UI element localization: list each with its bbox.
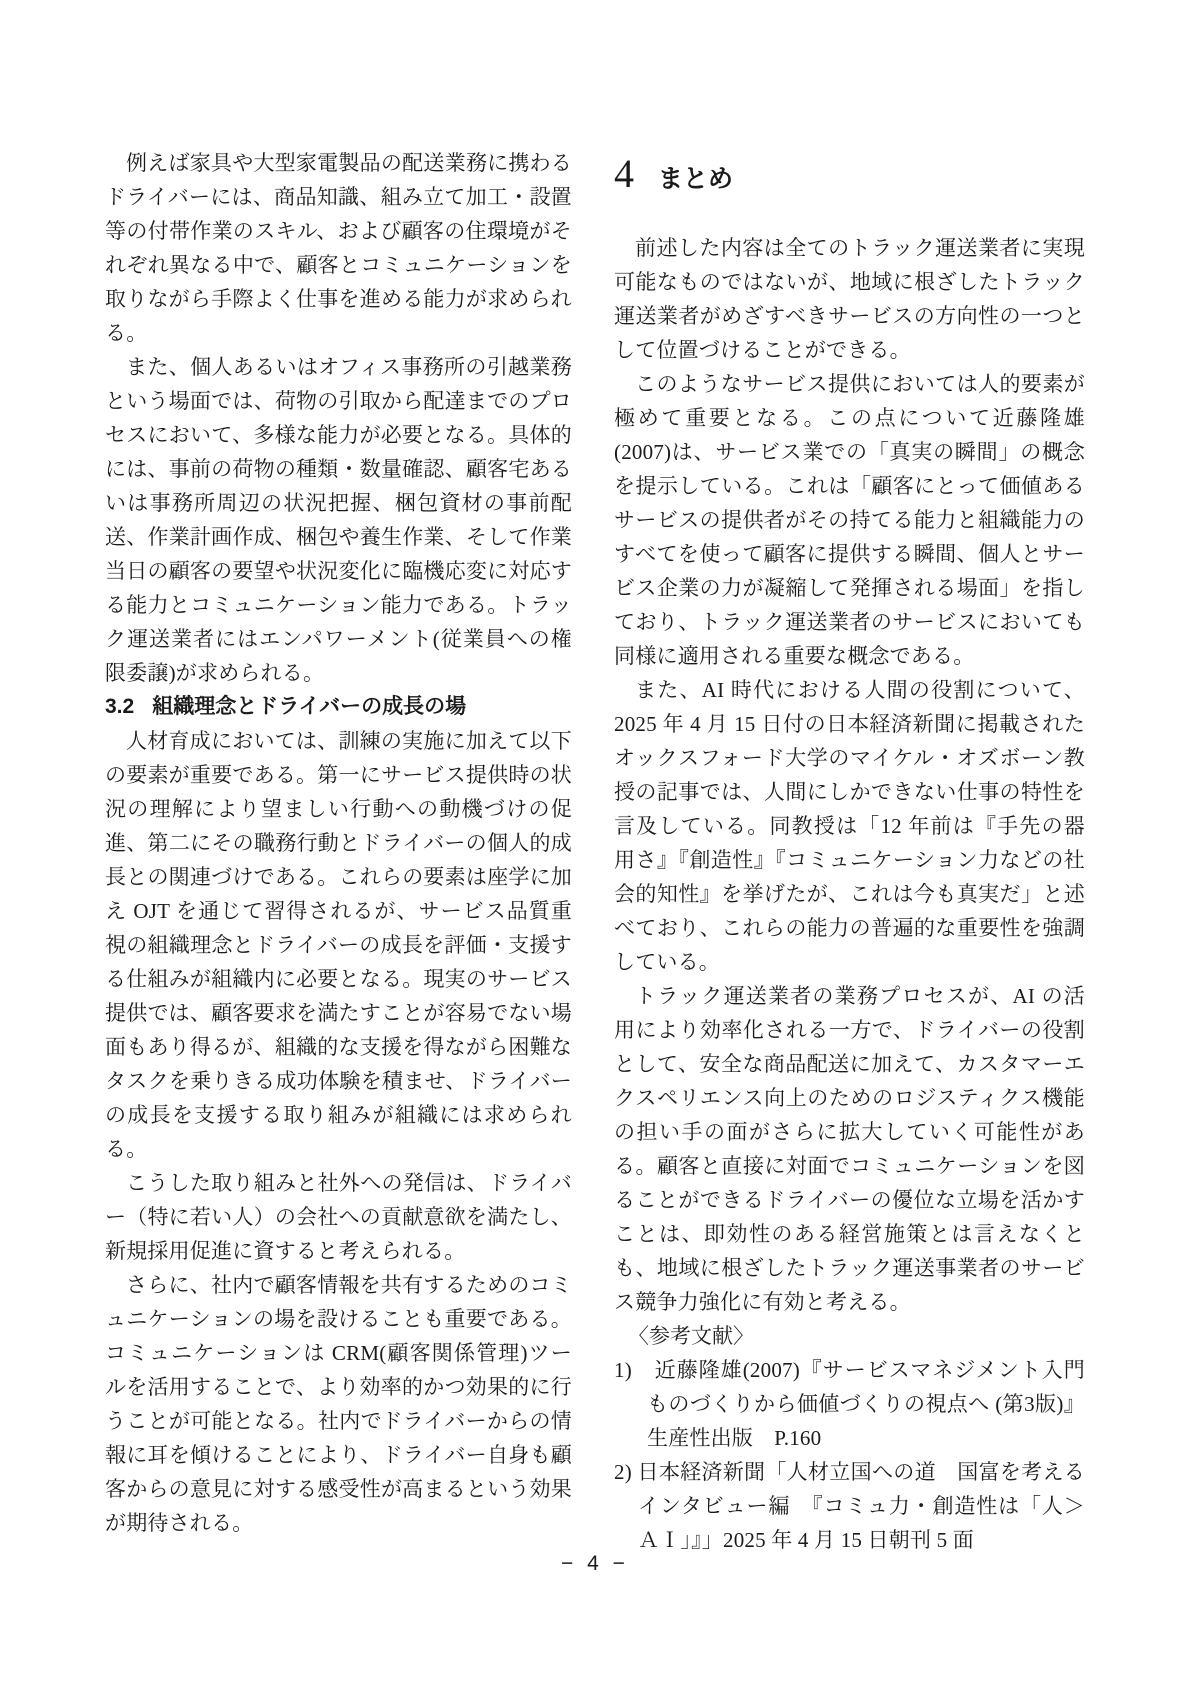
paragraph: また、AI 時代における人間の役割について、2025 年 4 月 15 日付の日本経済新聞に掲載されたオックスフォード大学のマイケル・オズボーン教授の記事では、人間にしかできない仕事の特性を言及している。同教授は「12 年前は『手先の器用さ』『創造性』『コミュニケーション力などの社会的知性』を挙げたが、これは今も真実だ」と述べており、これらの能力の普遍的な重要性を強調している。	[614, 678, 1085, 974]
paragraph: また、個人あるいはオフィス事務所の引越業務という場面では、荷物の引取から配達までのプロセスにおいて、多様な能力が必要となる。具体的には、事前の荷物の種類・数量確認、顧客宅あるいは事務所周辺の状況把握、梱包資材の事前配送、作業計画作成、梱包や養生作業、そして作業当日の顧客の要望や状況変化に臨機応変に対応する能力とコミュニケーション能力である。トラック運送業者にはエンパワーメント(従業員への権限委譲)が求められる。	[105, 355, 572, 685]
page-number: − 4 −	[561, 1552, 629, 1575]
chapter-number: 4	[614, 151, 634, 196]
right-column	[614, 146, 1107, 1557]
paragraph: 人材育成においては、訓練の実施に加えて以下の要素が重要である。第一にサービス提供時の状況の理解により望ましい行動への動機づけの促進、第二にその職務行動とドライバーの個人的成長との関連づけである。これらの要素は座学に加え OJT を通じて習得されるが、サービス品質重視の組織理念とドライバーの成長を評価・支援する仕組みが組織内に必要となる。現実のサービス提供では、顧客要求を満たすことが容易でない場面もあり得るが、組織的な支援を得ながら困難なタスクを乗りきる成功体験を積ませ、ドライバーの成長を支援する取り組みが組織には求められる。	[105, 729, 572, 1161]
paragraph: このようなサービス提供においては人的要素が極めて重要となる。この点について近藤隆雄(2007)は、サービス業での「真実の瞬間」の概念を提示している。これは「顧客にとって価値あるサービスの提供者がその持てる能力と組織能力のすべてを使って顧客に提供する瞬間、個人とサービス企業の力が凝縮して発揮される場面」を指しており、トラック運送業者のサービスにおいても同様に適用される重要な概念である。	[614, 372, 1085, 668]
section-heading-3-2	[105, 690, 572, 724]
two-column-layout	[105, 146, 1107, 1557]
chapter-heading-4	[614, 148, 1085, 205]
references-header: 〈参考文献〉	[628, 1324, 754, 1348]
section-number: 3.2	[105, 695, 135, 718]
reference-item: 1) 近藤隆雄(2007)『サービスマネジメント入門 ものづくりから価値づくりの視点へ (第3版)』生産性出版 P.160	[614, 1358, 1107, 1450]
left-column	[105, 146, 572, 1557]
paragraph: こうした取り組みと社外への発信は、ドライバー（特に若い人）の会社への貢献意欲を満たし、新規採用促進に資すると考えられる。	[105, 1171, 572, 1263]
chapter-title: まとめ	[658, 165, 734, 193]
reference-item: 2) 日本経済新聞「人材立国への道 国富を考える インタビュー編 『コミュ力・創造性は「人＞ＡＩ」』」2025 年 4 月 15 日朝刊 5 面	[614, 1460, 1107, 1552]
section-title: 組織理念とドライバーの成長の場	[152, 695, 467, 718]
paragraph: 前述した内容は全てのトラック運送業者に実現可能なものではないが、地域に根ざしたトラック運送業者がめざすべきサービスの方向性の一つとして位置づけることができる。	[614, 236, 1085, 362]
paragraph: さらに、社内で顧客情報を共有するためのコミュニケーションの場を設けることも重要である。コミュニケーションは CRM(顧客関係管理)ツールを活用することで、より効率的かつ効果的に行うことが可能となる。社内でドライバーからの情報に耳を傾けることにより、ドライバー自身も顧客からの意見に対する感受性が高まるという効果が期待される。	[105, 1273, 572, 1535]
paragraph: トラック運送業者の業務プロセスが、AI の活用により効率化される一方で、ドライバーの役割として、安全な商品配送に加えて、カスタマーエクスペリエンス向上のためのロジスティクス機能の担い手の面がさらに拡大していく可能性がある。顧客と直接に対面でコミュニケーションを図ることができるドライバーの優位な立場を活かすことは、即効性のある経営施策とは言えなくとも、地域に根ざしたトラック運送事業者のサービス競争力強化に有効と考える。	[614, 984, 1085, 1314]
paragraph: 例えば家具や大型家電製品の配送業務に携わるドライバーには、商品知識、組み立て加工・設置等の付帯作業のスキル、および顧客の住環境がそれぞれ異なる中で、顧客とコミュニケーションを取りながら手際よく仕事を進める能力が求められる。	[105, 151, 572, 345]
